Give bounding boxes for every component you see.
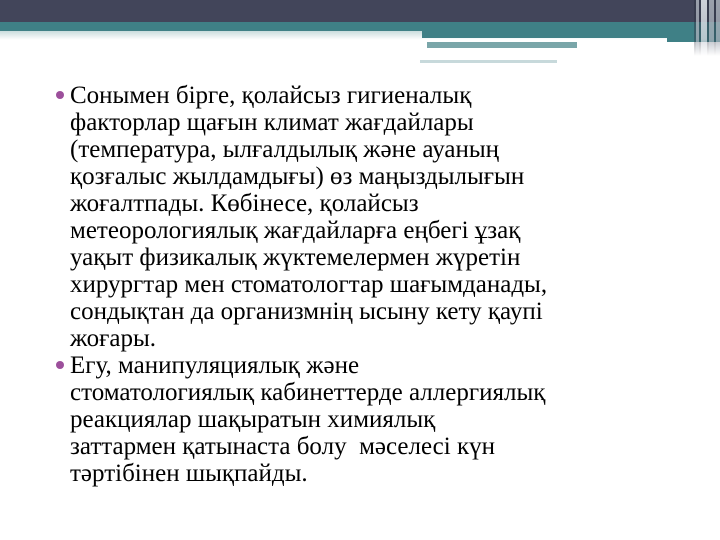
paragraph-lines bbox=[70, 82, 710, 352]
text-line: қозғалыс жылдамдығы) өз маңыздылығын bbox=[70, 163, 525, 190]
text-line: Сонымен бірге, қолайсыз гигиеналық bbox=[70, 82, 472, 109]
text-line: тәртібінен шықпайды. bbox=[70, 460, 308, 487]
text-line: сондықтан да организмнің ысыну кету қаупі bbox=[70, 298, 543, 325]
text-line: жоғалтпады. Көбінесе, қолайсыз bbox=[70, 190, 419, 217]
corner-stripe bbox=[716, 0, 720, 56]
text-line: факторлар щағын климат жағдайлары bbox=[70, 109, 474, 136]
header-teal-right-extension bbox=[422, 31, 720, 38]
header-light-teal-step bbox=[427, 42, 577, 48]
bullet-marker-icon bbox=[56, 91, 64, 99]
bullet-marker-icon bbox=[56, 361, 64, 369]
paragraph-lines bbox=[70, 352, 710, 487]
text-line: заттармен қатынаста болу мәселесі күн bbox=[70, 433, 495, 460]
text-line: стоматологиялық кабинеттерде аллергиялық bbox=[70, 379, 546, 406]
slide-body-text bbox=[50, 82, 710, 487]
bullet-paragraph-2 bbox=[50, 352, 710, 487]
text-line: реакциялар шақыратын химиялық bbox=[70, 406, 436, 433]
text-line: жоғары. bbox=[70, 325, 157, 352]
text-line: хирургтар мен стоматологтар шағымданады, bbox=[70, 271, 548, 298]
bullet-paragraph-1 bbox=[50, 82, 710, 352]
text-line: (температура, ылғалдылық және ауаның bbox=[70, 136, 500, 163]
header-navy-bar bbox=[0, 0, 720, 22]
text-line: метеорологиялық жағдайларға еңбегі ұзақ bbox=[70, 217, 521, 244]
text-line: уақыт физикалық жүктемелермен жүретін bbox=[70, 244, 521, 271]
header-teal-band bbox=[0, 22, 720, 31]
header-pale-step-line bbox=[420, 60, 557, 63]
text-line: Егу, манипуляциялық және bbox=[70, 352, 360, 379]
